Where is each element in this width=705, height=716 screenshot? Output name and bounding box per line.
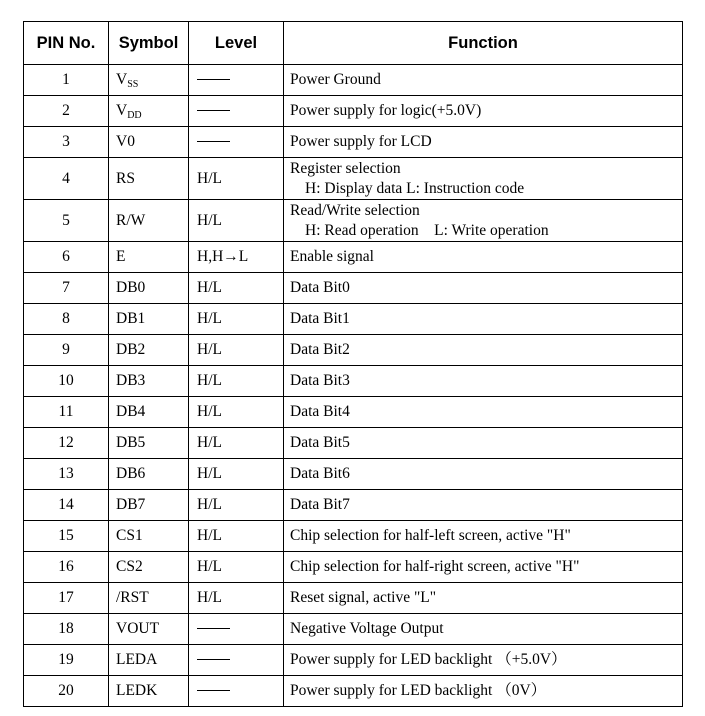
pin-level: H/L	[189, 490, 284, 521]
pin-function	[284, 583, 683, 614]
pin-number: 17	[24, 583, 109, 614]
pin-symbol-text: LEDK	[116, 682, 158, 699]
pin-number: 3	[24, 127, 109, 158]
table-row	[24, 158, 683, 200]
pin-symbol-text: CS2	[116, 558, 143, 575]
level-dash	[197, 628, 230, 629]
pin-function-text: Power Ground	[290, 71, 381, 88]
pin-symbol-text: R/W	[116, 211, 146, 229]
pin-number: 2	[24, 96, 109, 127]
pin-number: 9	[24, 335, 109, 366]
level-dash	[197, 79, 230, 80]
pin-symbol-text: VOUT	[116, 620, 160, 637]
table-row	[24, 645, 683, 676]
pin-number: 15	[24, 521, 109, 552]
header-pin: PIN No.	[24, 22, 109, 65]
pin-number: 4	[24, 158, 109, 200]
table-body	[24, 65, 683, 707]
pin-function	[284, 158, 683, 200]
pin-level: H/L	[189, 583, 284, 614]
pin-symbol-text: DB7	[116, 496, 146, 513]
pin-level: H/L	[189, 304, 284, 335]
pin-symbol	[109, 366, 189, 397]
pin-function-text: Data Bit0	[290, 279, 350, 296]
pin-number: 11	[24, 397, 109, 428]
pin-function-text: Data Bit1	[290, 310, 350, 327]
pin-function-text: Data Bit6	[290, 465, 350, 482]
pin-symbol	[109, 335, 189, 366]
pin-function	[284, 490, 683, 521]
pin-symbol	[109, 200, 189, 242]
table-row	[24, 200, 683, 242]
pin-function	[284, 366, 683, 397]
pin-function-detail: H: Display data L: Instruction code	[305, 179, 525, 197]
pin-symbol	[109, 65, 189, 96]
pin-function-text: Power supply for LED backlight （0V）	[290, 682, 547, 699]
pin-symbol-text: DB0	[116, 279, 146, 296]
pin-function-text: Power supply for LED backlight （+5.0V）	[290, 651, 567, 668]
pin-function	[284, 397, 683, 428]
pin-function-text: Data Bit5	[290, 434, 350, 451]
pin-symbol	[109, 96, 189, 127]
pin-level: H/L	[189, 366, 284, 397]
pin-symbol-text: V0	[116, 133, 135, 150]
pin-symbol	[109, 273, 189, 304]
pin-function-table	[23, 21, 683, 707]
pin-level: H/L	[189, 335, 284, 366]
pin-function	[284, 65, 683, 96]
pin-function-text: Power supply for LCD	[290, 133, 432, 150]
pin-symbol	[109, 127, 189, 158]
table-row	[24, 583, 683, 614]
table-row	[24, 335, 683, 366]
pin-number: 10	[24, 366, 109, 397]
table-row	[24, 459, 683, 490]
pin-function-text: Enable signal	[290, 248, 374, 265]
level-dash	[197, 690, 230, 691]
pin-level: H/L	[189, 273, 284, 304]
pin-function	[284, 273, 683, 304]
pin-function-text: Data Bit7	[290, 496, 350, 513]
pin-symbol	[109, 676, 189, 707]
level-dash	[197, 659, 230, 660]
pin-symbol	[109, 521, 189, 552]
table-row	[24, 96, 683, 127]
pin-function-text: Data Bit4	[290, 403, 350, 420]
pin-function-text: Data Bit3	[290, 372, 350, 389]
table-row	[24, 366, 683, 397]
pin-symbol-subscript: DD	[127, 110, 142, 121]
pin-function	[284, 304, 683, 335]
pin-level: H/L	[189, 459, 284, 490]
pin-function	[284, 676, 683, 707]
pin-function	[284, 428, 683, 459]
pin-symbol	[109, 583, 189, 614]
pin-function	[284, 614, 683, 645]
pin-number: 5	[24, 200, 109, 242]
pin-level: H/L	[189, 397, 284, 428]
level-dash	[197, 110, 230, 111]
pin-symbol-text: /RST	[116, 589, 149, 606]
table-row	[24, 428, 683, 459]
pin-number: 16	[24, 552, 109, 583]
pin-level	[189, 127, 284, 158]
table-row	[24, 521, 683, 552]
pin-function-text: Reset signal, active "L"	[290, 589, 437, 606]
table-row	[24, 552, 683, 583]
header-symbol: Symbol	[109, 22, 189, 65]
pin-symbol	[109, 552, 189, 583]
pin-function-detail: H: Read operation L: Write operation	[305, 221, 549, 239]
pin-number: 20	[24, 676, 109, 707]
pin-symbol-text: CS1	[116, 527, 143, 544]
pin-symbol	[109, 459, 189, 490]
table-row	[24, 614, 683, 645]
table-header-row	[24, 22, 683, 65]
pin-function-text: Chip selection for half-left screen, active "H"	[290, 527, 571, 544]
pin-function	[284, 96, 683, 127]
pin-symbol	[109, 304, 189, 335]
table-row	[24, 242, 683, 273]
header-level: Level	[189, 22, 284, 65]
pin-number: 18	[24, 614, 109, 645]
pin-level	[189, 614, 284, 645]
pin-function-text: Data Bit2	[290, 341, 350, 358]
pin-symbol-text: DB3	[116, 372, 146, 389]
pin-level	[189, 645, 284, 676]
pin-number: 6	[24, 242, 109, 273]
pin-symbol	[109, 490, 189, 521]
table-row	[24, 127, 683, 158]
pin-symbol-text: DB4	[116, 403, 146, 420]
table-row	[24, 304, 683, 335]
table-row	[24, 676, 683, 707]
pin-function	[284, 242, 683, 273]
pin-symbol	[109, 158, 189, 200]
table-row	[24, 273, 683, 304]
pin-level	[189, 96, 284, 127]
table-row	[24, 397, 683, 428]
pin-function-text: Read/Write selection	[290, 201, 420, 219]
pin-level: H/L	[189, 521, 284, 552]
pin-symbol-text: DB5	[116, 434, 146, 451]
pin-function	[284, 200, 683, 242]
pin-number: 13	[24, 459, 109, 490]
pin-level: H/L	[189, 428, 284, 459]
pin-symbol-text: RS	[116, 169, 135, 187]
pin-function	[284, 552, 683, 583]
table-row	[24, 490, 683, 521]
pin-symbol	[109, 242, 189, 273]
pin-symbol-text: V	[116, 71, 128, 88]
pin-symbol-text: DB2	[116, 341, 146, 358]
pin-number: 1	[24, 65, 109, 96]
pin-symbol	[109, 428, 189, 459]
pin-function-text: Register selection	[290, 159, 401, 177]
pin-function-text: Power supply for logic(+5.0V)	[290, 102, 482, 119]
pin-symbol-text: DB1	[116, 310, 146, 327]
pin-function	[284, 127, 683, 158]
pin-number: 7	[24, 273, 109, 304]
pin-level	[189, 65, 284, 96]
pin-level: H/L	[189, 200, 284, 242]
pin-symbol	[109, 614, 189, 645]
table-row	[24, 65, 683, 96]
pin-level	[189, 676, 284, 707]
pin-function-text: Chip selection for half-right screen, active "H"	[290, 558, 580, 575]
pin-symbol	[109, 645, 189, 676]
header-function: Function	[284, 22, 683, 65]
pin-symbol-text: DB6	[116, 465, 146, 482]
pin-symbol	[109, 397, 189, 428]
pin-symbol-text: E	[116, 248, 126, 265]
pin-function	[284, 459, 683, 490]
pin-function	[284, 335, 683, 366]
pin-number: 14	[24, 490, 109, 521]
pin-level: H,H→L	[189, 242, 284, 273]
level-dash	[197, 141, 230, 142]
pin-symbol-subscript: SS	[127, 79, 139, 90]
pin-symbol-text: V	[116, 102, 128, 119]
pin-function	[284, 521, 683, 552]
pin-level: H/L	[189, 552, 284, 583]
pin-number: 8	[24, 304, 109, 335]
pin-function-text: Negative Voltage Output	[290, 620, 444, 637]
pin-level: H/L	[189, 158, 284, 200]
pin-number: 12	[24, 428, 109, 459]
pin-function	[284, 645, 683, 676]
pin-symbol-text: LEDA	[116, 651, 158, 668]
pin-number: 19	[24, 645, 109, 676]
